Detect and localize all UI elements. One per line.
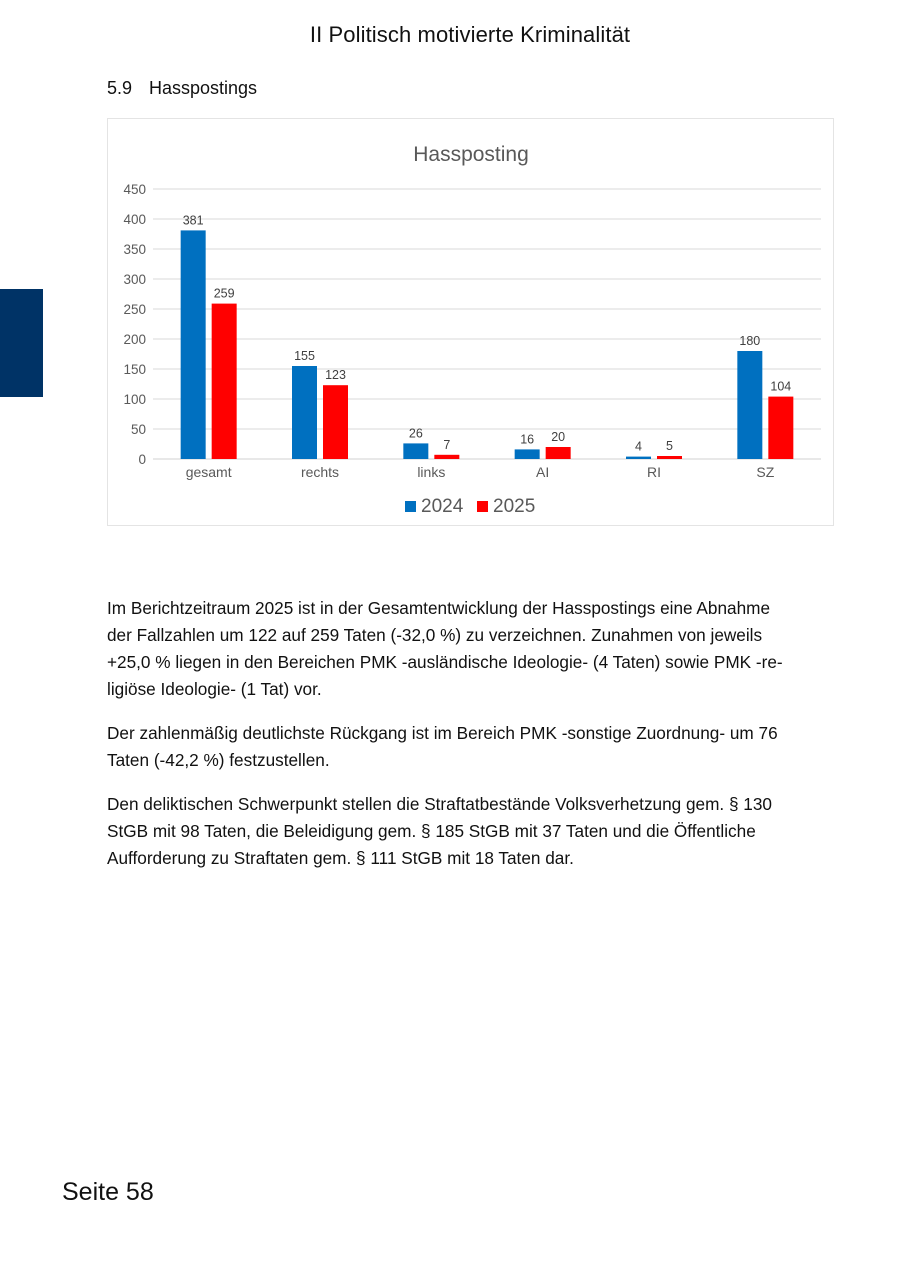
bar-2024-gesamt (181, 230, 206, 459)
y-tick-label: 300 (123, 272, 146, 287)
bar-2025-AI (546, 447, 571, 459)
paragraph-line: der Fallzahlen um 122 auf 259 Taten (-32,0 %) zu verzeichnen. Zunahmen von jeweils (107, 625, 763, 645)
paragraph-line: Im Berichtzeitraum 2025 ist in der Gesamtentwicklung der Hasspostings eine Abnahme (107, 598, 771, 618)
section-title: Hasspostings (149, 78, 258, 98)
page-number: Seite 58 (62, 1178, 154, 1206)
bar-2024-RI (626, 457, 651, 459)
y-tick-label: 350 (123, 242, 146, 257)
paragraph-line: Den deliktischen Schwerpunkt stellen die Straftatbestände Volksverhetzung gem. § 130 (107, 794, 772, 814)
section-number: 5.9 (107, 78, 133, 98)
legend-label: 2025 (493, 496, 536, 517)
paragraph-3 (107, 791, 832, 872)
data-label: 259 (213, 286, 235, 301)
y-tick-label: 400 (123, 212, 146, 227)
y-tick-label: 250 (123, 302, 146, 317)
paragraph-line: StGB mit 98 Taten, die Beleidigung gem. § 185 StGB mit 37 Taten und die Öffentliche (107, 821, 756, 841)
bar-2024-links (403, 443, 428, 459)
y-tick-label: 450 (123, 182, 146, 197)
data-label: 104 (770, 379, 792, 394)
hassposting-chart (107, 118, 834, 526)
bar-2025-links (434, 455, 459, 459)
data-label: 7 (443, 437, 451, 452)
y-tick-label: 200 (123, 332, 146, 347)
legend-swatch-2025 (477, 501, 488, 512)
data-label: 4 (635, 439, 642, 454)
bar-2024-SZ (737, 351, 762, 459)
y-tick-label: 50 (130, 422, 146, 437)
x-tick-label: gesamt (185, 464, 232, 480)
section-heading (107, 78, 257, 99)
page-header-title: II Politisch motivierte Kriminalität (309, 22, 631, 47)
bar-2024-AI (515, 449, 540, 459)
legend-label: 2024 (421, 496, 464, 517)
x-tick-label: rechts (300, 464, 340, 480)
chart-svg (108, 119, 835, 527)
bar-2025-SZ (768, 397, 793, 459)
data-label: 123 (325, 368, 346, 383)
bar-2025-RI (657, 456, 682, 459)
x-tick-label: RI (647, 464, 661, 480)
data-label: 20 (551, 430, 566, 444)
y-tick-label: 100 (123, 392, 146, 407)
data-label: 5 (666, 439, 673, 453)
legend-swatch-2024 (405, 501, 416, 512)
x-tick-label: links (417, 464, 446, 480)
data-label: 155 (294, 349, 315, 363)
data-label: 16 (520, 432, 535, 447)
paragraph-2 (107, 720, 832, 774)
y-tick-label: 0 (138, 452, 146, 467)
chart-title: Hassposting (413, 143, 529, 166)
paragraph-line: Der zahlenmäßig deutlichste Rückgang ist im Bereich PMK -sonstige Zuordnung- um 76 (107, 723, 778, 743)
x-tick-label: SZ (756, 464, 775, 480)
paragraph-line: ligiöse Ideologie- (1 Tat) vor. (107, 679, 322, 699)
data-label: 180 (739, 334, 761, 348)
x-tick-label: AI (536, 464, 550, 480)
paragraph-line: +25,0 % liegen in den Bereichen PMK -ausländische Ideologie- (4 Taten) sowie PMK -re- (107, 652, 783, 672)
data-label: 381 (182, 213, 204, 228)
bar-2025-gesamt (212, 304, 237, 459)
data-label: 26 (408, 426, 423, 441)
body-text (107, 595, 832, 889)
paragraph-line: Taten (-42,2 %) festzustellen. (107, 750, 330, 770)
paragraph-1 (107, 595, 832, 703)
y-tick-label: 150 (123, 362, 146, 377)
bar-2024-rechts (292, 366, 317, 459)
paragraph-line: Aufforderung zu Straftaten gem. § 111 StGB mit 18 Taten dar. (107, 848, 574, 868)
bar-2025-rechts (323, 385, 348, 459)
chapter-side-tab (0, 289, 43, 397)
